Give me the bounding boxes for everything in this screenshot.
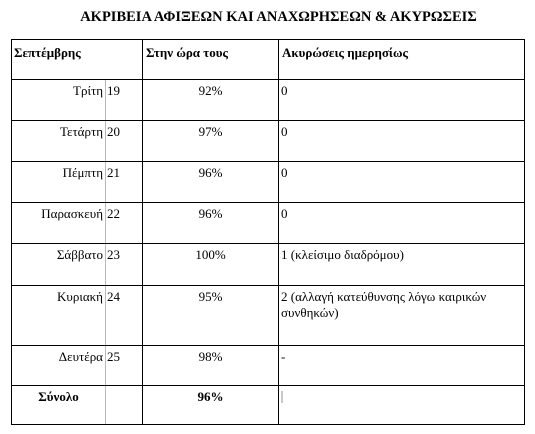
total-on-time: 96% (143, 386, 279, 425)
header-cancellations: Ακυρώσεις ημερησίως (279, 40, 525, 80)
date-cell: 24 (106, 286, 143, 346)
date-cell: 25 (106, 346, 143, 386)
date-cell: 19 (106, 80, 143, 121)
table-row (12, 244, 525, 286)
cancellations-cell: - (279, 346, 525, 386)
on-time-cell: 97% (143, 121, 279, 162)
cancellations-cell: 2 (αλλαγή κατεύθυνσης λόγω καιρικών συνθηκών) (279, 286, 525, 346)
cancellations-cell: 0 (279, 162, 525, 203)
table-row (12, 162, 525, 203)
header-on-time: Στην ώρα τους (143, 40, 279, 80)
day-cell: Σάββατο (12, 244, 106, 286)
day-cell: Τετάρτη (12, 121, 106, 162)
on-time-cell: 95% (143, 286, 279, 346)
on-time-cell: 100% (143, 244, 279, 286)
cancellations-cell: 0 (279, 121, 525, 162)
table-row (12, 203, 525, 244)
on-time-cell: 98% (143, 346, 279, 386)
day-cell: Τρίτη (12, 80, 106, 121)
total-row (12, 386, 525, 425)
table-row (12, 346, 525, 386)
on-time-cell: 96% (143, 162, 279, 203)
day-cell: Πέμπτη (12, 162, 106, 203)
date-cell: 21 (106, 162, 143, 203)
date-cell: 23 (106, 244, 143, 286)
text-cursor-mark (281, 391, 283, 403)
day-cell: Δευτέρα (12, 346, 106, 386)
accuracy-table (11, 39, 525, 425)
day-cell: Παρασκευή (12, 203, 106, 244)
header-row (12, 40, 525, 80)
date-cell: 22 (106, 203, 143, 244)
on-time-cell: 92% (143, 80, 279, 121)
table-row (12, 80, 525, 121)
cancellations-cell: 0 (279, 203, 525, 244)
cancellations-cell: 0 (279, 80, 525, 121)
page-title: ΑΚΡΙΒΕΙΑ ΑΦΙΞΕΩΝ ΚΑΙ ΑΝΑΧΩΡΗΣΕΩΝ & ΑΚΥΡΩΣΕΙΣ (80, 9, 477, 25)
table-row (12, 121, 525, 162)
on-time-cell: 96% (143, 203, 279, 244)
total-cancellations-cell (279, 386, 525, 425)
cancellations-cell: 1 (κλείσιμο διαδρόμου) (279, 244, 525, 286)
total-label: Σύνολο (12, 386, 106, 425)
date-cell: 20 (106, 121, 143, 162)
table-row (12, 286, 525, 346)
day-cell: Κυριακή (12, 286, 106, 346)
header-month: Σεπτέμβρης (12, 40, 143, 80)
total-date-cell (106, 386, 143, 425)
